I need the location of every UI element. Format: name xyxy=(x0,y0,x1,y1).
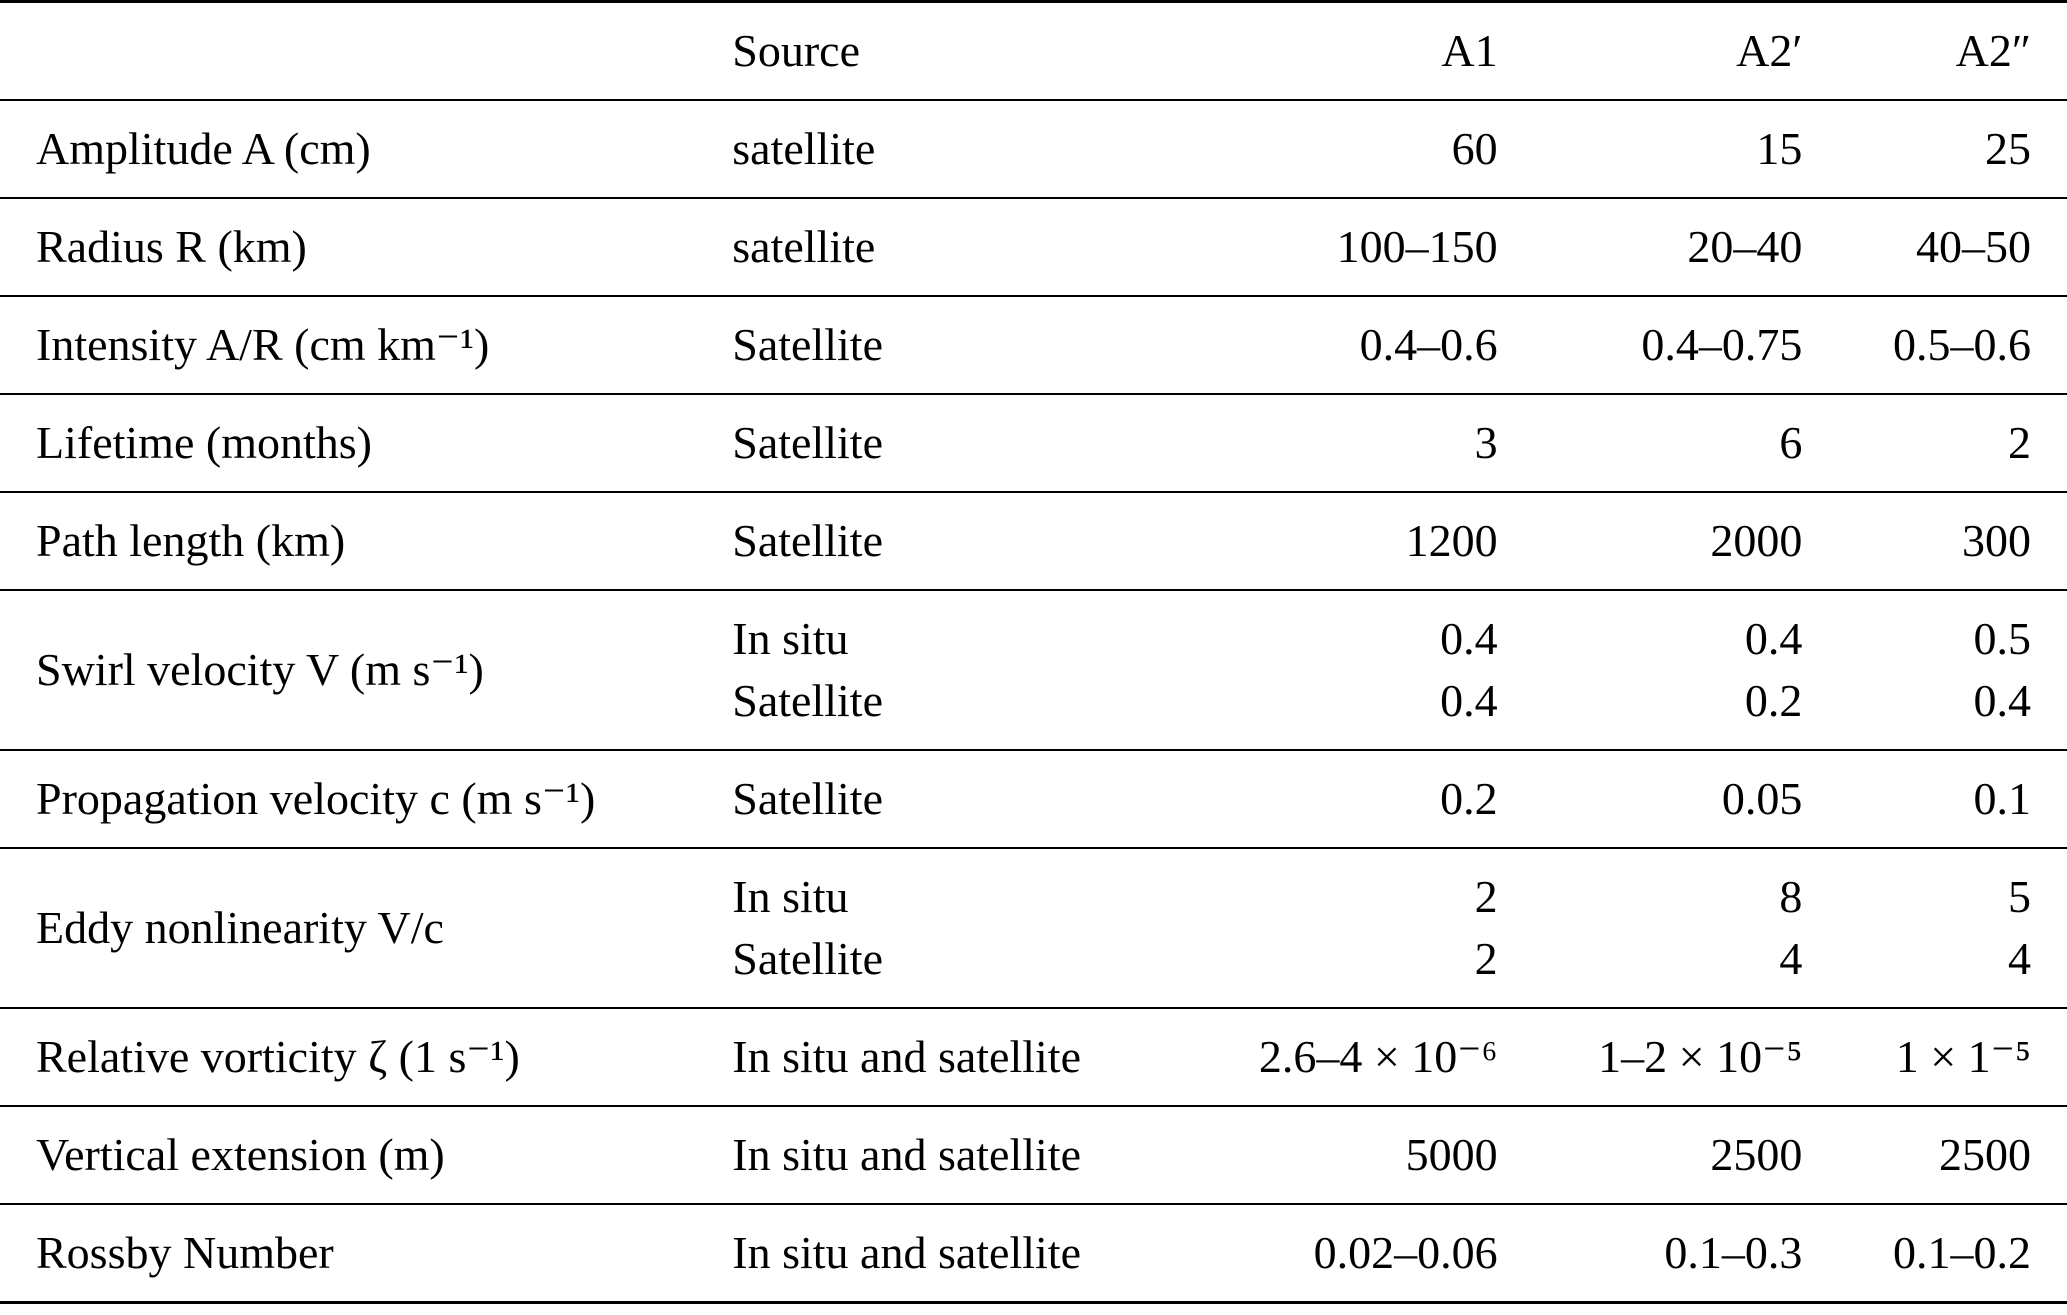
cell-value: Satellite xyxy=(732,515,883,566)
cell-a2-prime xyxy=(1498,198,1803,296)
cell-value: 0.5–0.6 xyxy=(1893,319,2031,370)
cell-value: 15 xyxy=(1756,123,1803,174)
cell-value: 40–50 xyxy=(1916,221,2031,272)
cell-a2-double-prime xyxy=(1802,198,2067,296)
cell-a2-double-prime xyxy=(1802,1008,2067,1106)
cell-parameter: Eddy nonlinearity V/c xyxy=(0,848,732,1008)
table-row xyxy=(0,1204,2067,1303)
header-parameter xyxy=(0,2,732,101)
cell-parameter: Vertical extension (m) xyxy=(0,1106,732,1204)
table-row xyxy=(0,296,2067,394)
cell-a1 xyxy=(1148,394,1498,492)
cell-value: 1200 xyxy=(1405,515,1498,566)
cell-value: 3 xyxy=(1474,417,1498,468)
header-source: Source xyxy=(732,2,1147,101)
cell-value: 300 xyxy=(1962,515,2031,566)
cell-value: 2000 xyxy=(1710,515,1803,566)
cell-value: 2.6–4 × 10⁻⁶ xyxy=(1258,1031,1498,1082)
cell-parameter: Path length (km) xyxy=(0,492,732,590)
cell-source xyxy=(732,100,1147,198)
cell-parameter: Propagation velocity c (m s⁻¹) xyxy=(0,750,732,848)
cell-value: In situ and satellite xyxy=(732,1227,1082,1278)
cell-value: 6 xyxy=(1779,417,1803,468)
cell-value: 0.4 xyxy=(1744,613,1803,664)
cell-a2-prime xyxy=(1498,394,1803,492)
cell-value: 4 xyxy=(2008,933,2031,984)
cell-value: 2 xyxy=(1474,871,1498,922)
cell-a1 xyxy=(1148,100,1498,198)
cell-value: satellite xyxy=(732,221,876,272)
cell-a1 xyxy=(1148,750,1498,848)
cell-value: 4 xyxy=(1779,933,1803,984)
cell-value: 0.4 xyxy=(1973,675,2031,726)
cell-a2-double-prime xyxy=(1802,750,2067,848)
cell-a1 xyxy=(1148,1204,1498,1303)
table-row xyxy=(0,590,2067,750)
cell-value: 0.05 xyxy=(1721,773,1803,824)
cell-value: Satellite xyxy=(732,319,883,370)
cell-value: 0.5 xyxy=(1973,613,2031,664)
cell-source xyxy=(732,492,1147,590)
cell-value: In situ and satellite xyxy=(732,1031,1082,1082)
cell-a2-double-prime xyxy=(1802,394,2067,492)
cell-value: 1–2 × 10⁻⁵ xyxy=(1598,1031,1803,1082)
table-body xyxy=(0,100,2067,1303)
cell-a2-double-prime xyxy=(1802,1204,2067,1303)
cell-value: Satellite xyxy=(732,773,883,824)
cell-value: 0.02–0.06 xyxy=(1313,1227,1498,1278)
cell-a1 xyxy=(1148,848,1498,1008)
cell-source xyxy=(732,394,1147,492)
cell-source xyxy=(732,296,1147,394)
cell-value: satellite xyxy=(732,123,876,174)
cell-value: 5000 xyxy=(1405,1129,1498,1180)
cell-source xyxy=(732,1204,1147,1303)
cell-a1 xyxy=(1148,1106,1498,1204)
cell-value: 0.4–0.75 xyxy=(1641,319,1803,370)
cell-value: In situ and satellite xyxy=(732,1129,1082,1180)
cell-parameter: Lifetime (months) xyxy=(0,394,732,492)
cell-value: 0.2 xyxy=(1440,773,1498,824)
cell-value: 0.4–0.6 xyxy=(1359,319,1498,370)
cell-parameter: Radius R (km) xyxy=(0,198,732,296)
cell-a1 xyxy=(1148,198,1498,296)
header-a2-prime: A2′ xyxy=(1498,2,1803,101)
cell-a1 xyxy=(1148,1008,1498,1106)
cell-parameter: Rossby Number xyxy=(0,1204,732,1303)
cell-value: 0.4 xyxy=(1440,675,1498,726)
header-a1: A1 xyxy=(1148,2,1498,101)
cell-source xyxy=(732,590,1147,750)
cell-value: 20–40 xyxy=(1687,221,1803,272)
table-row xyxy=(0,750,2067,848)
cell-a2-double-prime xyxy=(1802,1106,2067,1204)
cell-value: 0.4 xyxy=(1440,613,1498,664)
cell-a2-prime xyxy=(1498,1106,1803,1204)
table-row xyxy=(0,394,2067,492)
cell-a2-prime xyxy=(1498,296,1803,394)
cell-value: 2500 xyxy=(1939,1129,2031,1180)
cell-value: 2 xyxy=(2008,417,2031,468)
cell-parameter: Intensity A/R (cm km⁻¹) xyxy=(0,296,732,394)
cell-parameter: Swirl velocity V (m s⁻¹) xyxy=(0,590,732,750)
cell-value: In situ xyxy=(732,613,849,664)
cell-value: 0.1 xyxy=(1973,773,2031,824)
table-row xyxy=(0,848,2067,1008)
cell-value: 5 xyxy=(2008,871,2031,922)
cell-a2-prime xyxy=(1498,1204,1803,1303)
cell-a2-prime xyxy=(1498,100,1803,198)
cell-value: 0.2 xyxy=(1744,675,1803,726)
cell-a2-double-prime xyxy=(1802,296,2067,394)
cell-value: Satellite xyxy=(732,417,883,468)
header-row xyxy=(0,2,2067,101)
cell-a2-prime xyxy=(1498,750,1803,848)
cell-value: 2500 xyxy=(1710,1129,1803,1180)
cell-parameter: Relative vorticity ζ (1 s⁻¹) xyxy=(0,1008,732,1106)
cell-source xyxy=(732,750,1147,848)
table-row xyxy=(0,492,2067,590)
cell-a2-double-prime xyxy=(1802,492,2067,590)
table-row xyxy=(0,100,2067,198)
cell-value: 2 xyxy=(1474,933,1498,984)
cell-value: 100–150 xyxy=(1336,221,1498,272)
cell-parameter: Amplitude A (cm) xyxy=(0,100,732,198)
cell-a1 xyxy=(1148,492,1498,590)
cell-a1 xyxy=(1148,296,1498,394)
cell-value: In situ xyxy=(732,871,849,922)
cell-source xyxy=(732,848,1147,1008)
cell-value: 0.1–0.3 xyxy=(1664,1227,1803,1278)
cell-value: Satellite xyxy=(732,933,883,984)
header-a2-double-prime: A2″ xyxy=(1802,2,2067,101)
cell-a2-prime xyxy=(1498,848,1803,1008)
cell-value: 25 xyxy=(1985,123,2031,174)
cell-a2-prime xyxy=(1498,1008,1803,1106)
cell-value: 8 xyxy=(1779,871,1803,922)
table-row xyxy=(0,1008,2067,1106)
cell-value: 1 × 1⁻⁵ xyxy=(1895,1031,2031,1082)
cell-a1 xyxy=(1148,590,1498,750)
cell-a2-prime xyxy=(1498,492,1803,590)
cell-a2-double-prime xyxy=(1802,100,2067,198)
cell-source xyxy=(732,1008,1147,1106)
cell-a2-prime xyxy=(1498,590,1803,750)
table-row xyxy=(0,1106,2067,1204)
cell-source xyxy=(732,198,1147,296)
cell-a2-double-prime xyxy=(1802,590,2067,750)
table-row xyxy=(0,198,2067,296)
cell-value: Satellite xyxy=(732,675,883,726)
cell-source xyxy=(732,1106,1147,1204)
cell-a2-double-prime xyxy=(1802,848,2067,1008)
cell-value: 0.1–0.2 xyxy=(1893,1227,2031,1278)
cell-value: 60 xyxy=(1451,123,1498,174)
